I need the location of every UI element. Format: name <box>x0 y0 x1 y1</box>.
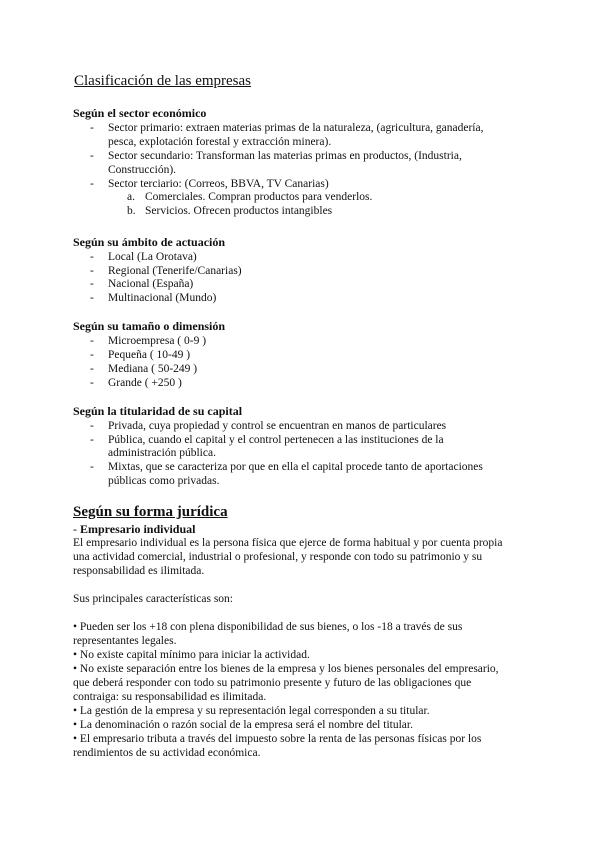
list-item: Mixtas, que se caracteriza por que en ella el capital procede tanto de aportaciones <box>108 461 483 473</box>
list-dash: - <box>90 150 94 162</box>
list-dash: - <box>90 292 94 304</box>
list-dash: - <box>90 420 94 432</box>
list-item-continued: pesca, explotación forestal y extracción minera). <box>108 136 332 148</box>
list-item: Privada, cuya propiedad y control se encuentran en manos de particulares <box>108 420 447 432</box>
sublist-item: Servicios. Ofrecen productos intangibles <box>145 205 333 217</box>
heading-tamano: Según su tamaño o dimensión <box>73 319 226 333</box>
bullet-line: que deberá responder con todo su patrimonio presente y futuro de las obligaciones que <box>73 677 472 689</box>
list-item: Sector terciario: (Correos, BBVA, TV Canarias) <box>108 178 329 190</box>
list-item: Sector secundario: Transforman las materias primas en productos, (Industria, <box>108 150 462 162</box>
heading-titularidad: Según la titularidad de su capital <box>73 404 243 418</box>
list-item-continued: Construcción). <box>108 164 177 176</box>
subheading-empresario <box>73 522 195 536</box>
list-dash: - <box>90 363 94 375</box>
list-item: Microempresa ( 0-9 ) <box>108 335 207 347</box>
paragraph-line: El empresario individual es la persona física que ejerce de forma habitual y por cuenta propia <box>73 537 503 549</box>
heading-forma-juridica: Según su forma jurídica <box>73 504 228 520</box>
bullet-line: contraiga: su responsabilidad es ilimitada. <box>73 691 267 703</box>
list-item: Multinacional (Mundo) <box>108 292 217 304</box>
list-item-continued: públicas como privadas. <box>108 475 220 487</box>
list-item: Nacional (España) <box>108 278 194 290</box>
sublist-marker: a. <box>127 191 135 203</box>
bullet-line: • La gestión de la empresa y su representación legal corresponden a su titular. <box>73 705 430 717</box>
list-item: Pública, cuando el capital y el control pertenecen a las instituciones de la <box>108 434 444 446</box>
bullet-line: representantes legales. <box>73 635 177 647</box>
heading-ambito: Según su ámbito de actuación <box>73 235 226 249</box>
sublist-item: Comerciales. Compran productos para venderlos. <box>145 191 373 203</box>
list-item: Pequeña ( 10-49 ) <box>108 349 191 361</box>
list-dash: - <box>90 278 94 290</box>
list-dash: - <box>90 335 94 347</box>
list-dash: - <box>90 251 94 263</box>
subheading-text: Empresario individual <box>80 522 196 536</box>
list-dash: - <box>90 461 94 473</box>
bullet-line: • No existe capital mínimo para iniciar la actividad. <box>73 649 310 661</box>
list-item-continued: administración pública. <box>108 447 216 459</box>
list-item: Regional (Tenerife/Canarias) <box>108 265 242 277</box>
bullet-line: • No existe separación entre los bienes de la empresa y los bienes personales del empresario, <box>73 663 499 675</box>
bullet-line: • El empresario tributa a través del impuesto sobre la renta de las personas físicas por los <box>73 733 482 745</box>
list-item: Grande ( +250 ) <box>108 377 182 389</box>
list-dash: - <box>90 122 94 134</box>
list-item: Local (La Orotava) <box>108 251 197 263</box>
list-dash: - <box>90 265 94 277</box>
bullet-line: • Pueden ser los +18 con plena disponibilidad de sus bienes, o los -18 a través de sus <box>73 621 463 633</box>
list-item: Mediana ( 50-249 ) <box>108 363 198 375</box>
paragraph-line: una actividad comercial, industrial o profesional, y responde con todo su patrimonio y su <box>73 551 483 563</box>
list-dash: - <box>90 349 94 361</box>
caracteristicas-label: Sus principales características son: <box>73 593 233 605</box>
list-item: Sector primario: extraen materias primas de la naturaleza, (agricultura, ganadería, <box>108 122 484 134</box>
sublist-marker: b. <box>127 205 136 217</box>
document-title: Clasificación de las empresas <box>74 73 252 89</box>
list-dash: - <box>90 178 94 190</box>
list-dash: - <box>90 377 94 389</box>
list-dash: - <box>90 434 94 446</box>
subheading-dash: - <box>73 522 77 536</box>
heading-sector: Según el sector económico <box>73 106 207 120</box>
bullet-line: • La denominación o razón social de la empresa será el nombre del titular. <box>73 719 413 731</box>
bullet-line: rendimientos de su actividad económica. <box>73 747 261 759</box>
paragraph-line: responsabilidad es ilimitada. <box>73 565 205 577</box>
